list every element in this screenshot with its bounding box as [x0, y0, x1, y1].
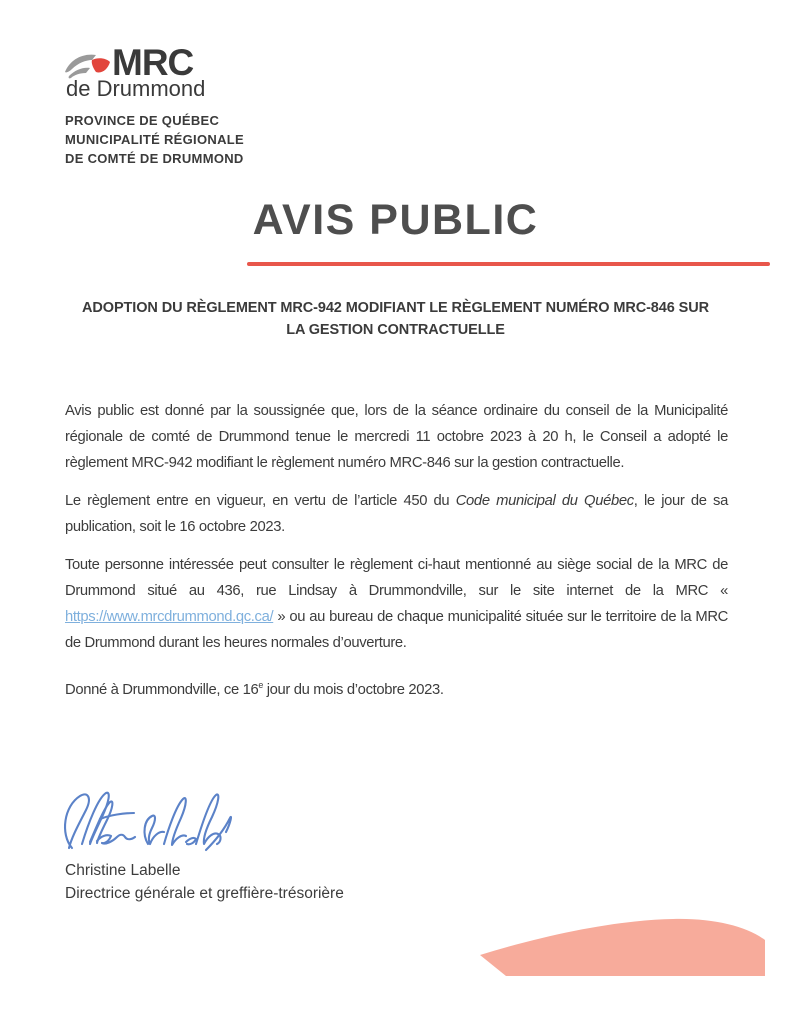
gov-header-line2: MUNICIPALITÉ RÉGIONALE — [65, 132, 244, 147]
signature-image — [56, 786, 241, 866]
notice-body — [65, 398, 728, 715]
notice-subject — [45, 297, 746, 341]
title-underline — [247, 262, 770, 266]
paragraph-consultation-after: » ou au bureau de chaque municipalité située sur le territoire de la MRC de Drummond durant les heures normales d’ouverture. — [65, 609, 728, 651]
page-title: AVIS PUBLIC — [252, 196, 539, 244]
paragraph-vigueur-after: , le jour de sa publication, soit le 16 octobre 2023. — [65, 493, 728, 535]
gov-header-line1: PROVINCE DE QUÉBEC — [65, 113, 220, 128]
paragraph-adoption — [65, 398, 728, 476]
gov-header — [65, 111, 244, 168]
mrc-website-link[interactable]: https://www.mrcdrummond.qc.ca/ — [65, 609, 274, 625]
dateline-after: jour du mois d’octobre 2023. — [262, 682, 444, 698]
footer-swoosh-graphic — [478, 914, 768, 980]
paragraph-vigueur-before: Le règlement entre en vigueur, en vertu de l’article 450 du — [65, 493, 456, 509]
dateline-before: Donné à Drummondville, ce 16 — [65, 682, 259, 698]
signer-name: Christine Labelle — [65, 862, 181, 879]
paragraph-vigueur — [65, 488, 728, 540]
gov-header-line3: DE COMTÉ DE DRUMMOND — [65, 151, 244, 166]
brand-subname: de Drummond — [66, 76, 206, 101]
mrc-logo — [62, 44, 242, 104]
paragraph-adoption-text: Avis public est donné par la soussignée que, lors de la séance ordinaire du conseil de la Municipalité régionale de comté de Drummond tenue le mercredi 11 octobre 2023 à 20 h, le Conseil a adopté le règlement MRC-942 modifiant le règlement numéro MRC-846 sur la gestion contractuelle. — [65, 403, 728, 471]
subject-line1: ADOPTION DU RÈGLEMENT MRC-942 MODIFIANT LE RÈGLEMENT NUMÉRO MRC-846 SUR — [82, 300, 709, 316]
dateline-ordinal: e — [258, 680, 263, 691]
dateline — [65, 677, 728, 703]
brand-name: MRC — [112, 42, 194, 83]
paragraph-consultation — [65, 552, 728, 656]
subject-line2: LA GESTION CONTRACTUELLE — [286, 322, 505, 338]
code-municipal-italic: Code municipal du Québec — [455, 493, 634, 509]
signer-role: Directrice générale et greffière-trésorière — [65, 885, 344, 902]
paragraph-consultation-before: Toute personne intéressée peut consulter le règlement ci-haut mentionné au siège social de la MRC de Drummond situé au 436, rue Lindsay à Drummondville, sur le site internet de la MRC « — [65, 557, 728, 599]
